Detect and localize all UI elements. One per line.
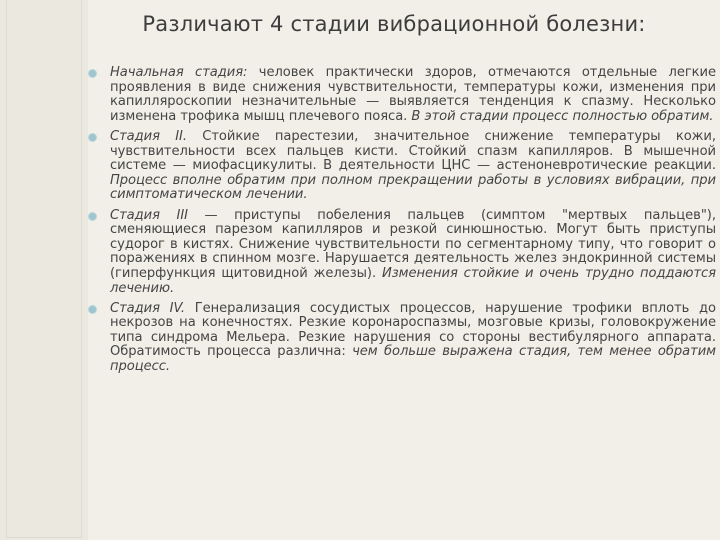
bullet-icon <box>88 305 97 314</box>
list-item-stage-4 <box>88 302 716 375</box>
stage-lead: Стадия III <box>110 207 188 223</box>
stage-text: человек практически здоров, отмечаются отдельные легкие проявления в виде снижения чувствительности, температуры кожи, изменения при капилляроскопии незначительные — выявляется тенденция к спазму. Несколько изменена трофика мышц плечевого пояса. <box>110 65 716 124</box>
decorative-left-strip <box>0 0 88 540</box>
bullet-icon <box>88 212 97 221</box>
stage-conclusion: чем больше выражена стадия, тем менее обратим процесс. <box>110 344 716 375</box>
stage-conclusion: Процесс вполне обратим при полном прекращении работы в условиях вибрации, при симптоматическом лечении. <box>110 172 716 203</box>
stage-conclusion: В этой стадии процесс полностью обратим. <box>411 108 714 124</box>
stage-text: Генерализация сосудистых процессов, нарушение трофики вплоть до некрозов на конечностях. Резкие коронароспазмы, мозговые кризы, головокружение типа синдрома Мельера. Резкие нарушения со стороны вестибулярного аппарата. Обратимость процесса различна: <box>110 300 717 360</box>
stage-lead: Начальная стадия: <box>110 65 248 80</box>
list-item-stage-2 <box>88 130 716 203</box>
stage-lead: Стадия II. <box>110 128 187 144</box>
stage-lead: Стадия IV. <box>110 300 185 316</box>
slide-title: Различают 4 стадии вибрационной болезни: <box>142 12 646 36</box>
list-item-stage-3 <box>88 209 716 297</box>
decorative-frame <box>6 0 82 538</box>
bullet-icon <box>88 133 97 142</box>
stage-text: Стойкие парестезии, значительное снижение температуры кожи, чувствительности всех пальцев кисти. Стойкий спазм капилляров. В мышечной системе — миофасцикулиты. В деятельности ЦНС — астеноневротические реакции. <box>110 128 716 174</box>
list-item-stage-1 <box>88 66 716 124</box>
bullet-list <box>88 66 716 380</box>
stage-conclusion: Изменения стойкие и очень трудно поддаются лечению. <box>110 265 716 296</box>
stage-text: — приступы побеления пальцев (симптом "мертвых пальцев"), сменяющиеся парезом капилляров и резкой синюшностью. Могут быть приступы судорог в кистях. Снижение чувствительности по сегментарному типу, что говорит о поражениях в спинном мозге. Нарушается деятельность желез эндокринной системы (гиперфункция щитовидной железы). <box>110 207 716 281</box>
bullet-icon <box>88 69 97 78</box>
